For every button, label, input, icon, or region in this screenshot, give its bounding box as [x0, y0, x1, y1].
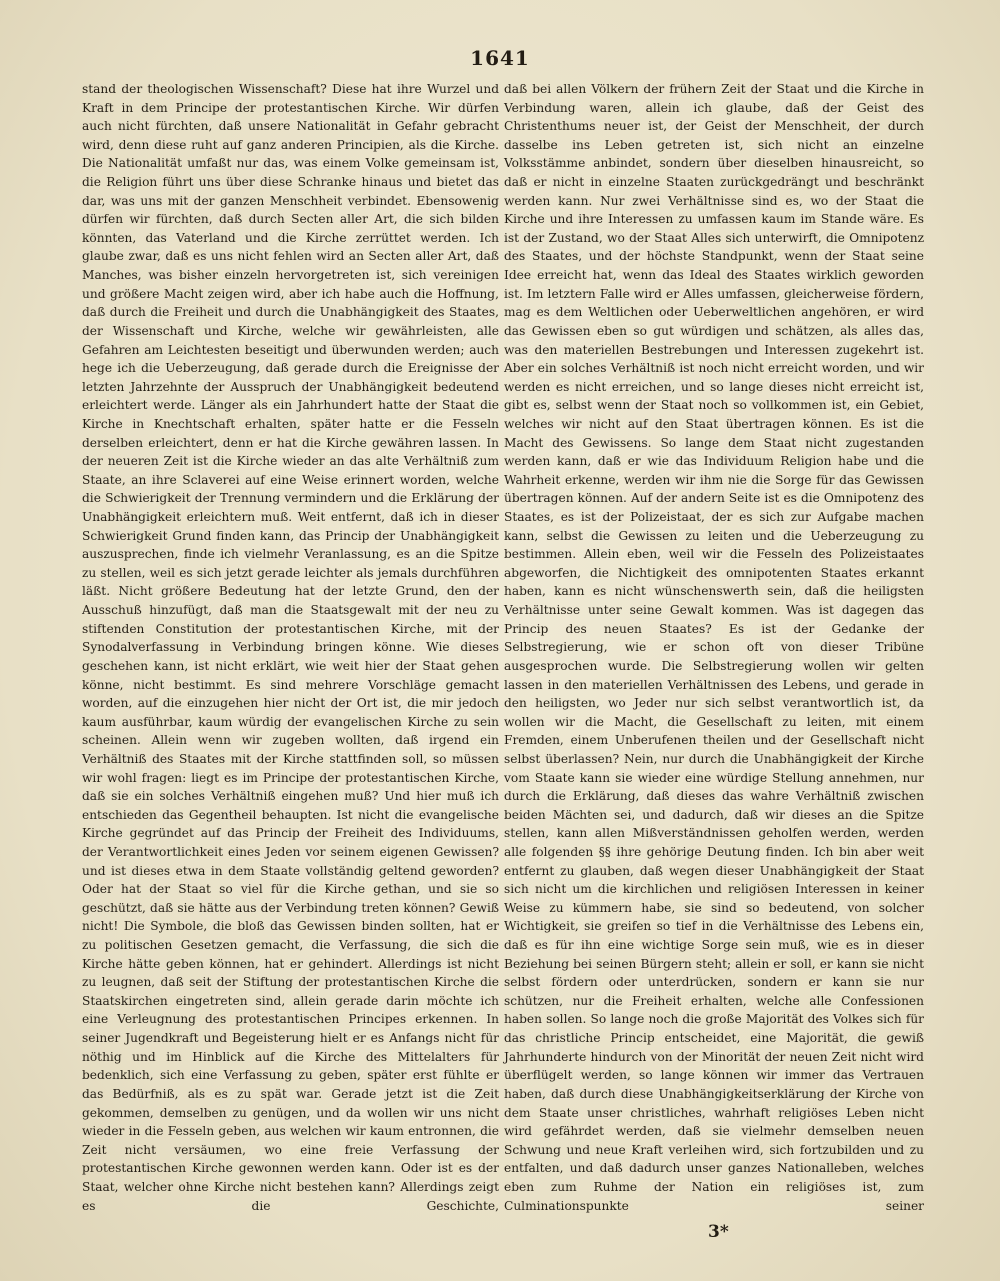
- page-number: 1641: [470, 46, 530, 70]
- left-column-text: stand der theologischen Wissenschaft? Diese hat ihre Wurzel und Kraft in dem Principe der protestantischen Kirche. Wir dürfen auch nicht fürchten, daß unsere Nationalität in Gefahr gebracht wird, denn diese ruht auf ganz anderen Principien, als die Kirche. Die Nationalität umfaßt nur das, was einem Volke gemeinsam ist, die Religion führt uns über diese Schranke hinaus und bietet das dar, was uns mit der ganzen Menschheit verbindet. Ebensowenig dürfen wir fürchten, daß durch Secten aller Art, die sich bilden könnten, das Vaterland und die Kirche zerrüttet werden. Ich glaube zwar, daß es uns nicht fehlen wird an Secten aller Art, daß Manches, was bisher einzeln hervorgetreten ist, sich vereinigen und größere Macht zeigen wird, aber ich habe auch die Hoffnung, daß durch die Freiheit und durch die Unabhängigkeit des Staates, der Wissenschaft und Kirche, welche wir gewährleisten, alle Gefahren am Leichtesten beseitigt und überwunden werden; auch hege ich die Ueberzeugung, daß gerade durch die Ereignisse der letzten Jahrzehnte der Ausspruch der Unabhängigkeit bedeutend erleichtert werde. Länger als ein Jahrhundert hatte der Staat die Kirche in Knechtschaft erhalten, später hatte er die Fesseln derselben erleichtert, denn er hat die Kirche gewähren lassen. In der neueren Zeit ist die Kirche wieder an das alte Verhältniß zum Staate, an ihre Sclaverei auf eine Weise erinnert worden, welche die Schwierigkeit der Trennung vermindern und die Erklärung der Unabhängigkeit erleichtern muß. Weit entfernt, daß ich in dieser Schwierigkeit Grund finden kann, das Princip der Unabhängigkeit auszusprechen, finde ich vielmehr Veranlassung, es an die Spitze zu stellen, weil es sich jetzt gerade leichter als jemals durchführen läßt. Nicht größere Bedeutung hat der letzte Grund, den der Ausschuß hinzufügt, daß man die Staatsgewalt mit der neu zu stiftenden Constitution der protestantischen Kirche, mit der Synodalverfassung in Verbindung bringen könne. Wie dieses geschehen kann, ist nicht erklärt, wie weit hier der Staat gehen könne, nicht bestimmt. Es sind mehrere Vorschläge gemacht worden, auf die einzugehen hier nicht der Ort ist, die mir jedoch kaum ausführbar, kaum würdig der evangelischen Kirche zu sein scheinen. Allein wenn wir zugeben wollten, daß irgend ein Verhältniß des Staates mit der Kirche stattfinden soll, so müssen wir wohl fragen: liegt es im Principe der protestantischen Kirche, daß sie ein solches Verhältniß eingehen muß? Und hier muß ich entschieden das Gegentheil behaupten. Ist nicht die evangelische Kirche gegründet auf das Princip der Freiheit des Individuums, der Verantwortlichkeit eines Jeden vor seinem eigenen Gewissen? und ist dieses etwa in dem Staate vollständig geltend geworden? Oder hat der Staat so viel für die Kirche gethan, und sie so geschützt, daß sie hätte aus der Verbindung treten können? Gewiß nicht! Die Symbole, die bloß das Gewissen binden sollten, hat er zu politischen Gesetzen gemacht, die Verfassung, die sich die Kirche hätte geben können, hat er gehindert. Allerdings ist nicht zu leugnen, daß seit der Stiftung der protestantischen Kirche die Staatskirchen eingetreten sind, allein gerade darin möchte ich eine Verleugnung des protestantischen Principes erkennen. In seiner Jugendkraft und Begeisterung hielt er es Anfangs nicht für nöthig und im Hinblick auf die Kirche des Mittelalters für bedenklich, sich eine Verfassung zu geben, später erst fühlte er das Bedürfniß, als es zu spät war. Gerade jetzt ist die Zeit gekommen, demselben zu genügen, und da wollen wir uns nicht wieder in die Fesseln geben, aus welchen wir kaum entronnen, die Zeit nicht versäumen, wo eine freie Verfassung der protestantischen Kirche gewonnen werden kann. Oder ist es der Staat, welcher ohne Kirche nicht bestehen kann? Allerdings zeigt es die Geschichte,: [82, 82, 499, 1213]
- signature-mark: 3*: [708, 1222, 729, 1242]
- right-column-text: daß bei allen Völkern der frühern Zeit der Staat und die Kirche in Verbindung waren, allein ich glaube, daß der Geist des Christenthums neuer ist, der Geist der Menschheit, der durch dasselbe ins Leben getreten ist, sich nicht an einzelne Volksstämme anbindet, sondern über dieselben hinausreicht, so daß er nicht in einzelne Staaten zurückgedrängt und beschränkt werden kann. Nur zwei Verhältnisse sind es, wo der Staat die Kirche und ihre Interessen zu umfassen kaum im Stande wäre. Es ist der Zustand, wo der Staat Alles sich unterwirft, die Omnipotenz des Staates, und der höchste Standpunkt, wenn der Staat seine Idee erreicht hat, wenn das Ideal des Staates wirklich geworden ist. Im letztern Falle wird er Alles umfassen, gleicherweise fördern, mag es dem Weltlichen oder Ueberweltlichen angehören, er wird das Gewissen eben so gut würdigen und schätzen, als alles das, was den materiellen Bestrebungen und Interessen zugekehrt ist. Aber ein solches Verhältniß ist noch nicht erreicht worden, und wir werden es nicht erreichen, und so lange dieses nicht erreicht ist, gibt es, selbst wenn der Staat noch so vollkommen ist, ein Gebiet, welches wir nicht auf den Staat übertragen können. Es ist die Macht des Gewissens. So lange dem Staat nicht zugestanden werden kann, daß er wie das Individuum Religion habe und die Wahrheit erkenne, werden wir ihm nie die Sorge für das Gewissen übertragen können. Auf der andern Seite ist es die Omnipotenz des Staates, es ist der Polizeistaat, der es sich zur Aufgabe machen kann, selbst die Gewissen zu leiten und die Ueberzeugung zu bestimmen. Allein eben, weil wir die Fesseln des Polizeistaates abgeworfen, die Nichtigkeit des omnipotenten Staates erkannt haben, kann es nicht wünschenswerth sein, daß die heiligsten Verhältnisse unter seine Gewalt kommen. Was ist dagegen das Princip des neuen Staates? Es ist der Gedanke der Selbstregierung, wie er schon oft von dieser Tribüne ausgesprochen wurde. Die Selbstregierung wollen wir gelten lassen in den materiellen Verhältnissen des Lebens, und gerade in den heiligsten, wo Jeder nur sich selbst verantwortlich ist, da wollen wir die Macht, die Gesellschaft zu leiten, mit einem Fremden, einem Unberufenen theilen und der Gesellschaft nicht selbst überlassen? Nein, nur durch die Unabhängigkeit der Kirche vom Staate kann sie wieder eine würdige Stellung annehmen, nur durch die Erklärung, daß dieses das wahre Verhältniß zwischen beiden Mächten sei, und dadurch, daß wir dieses an die Spitze stellen, kann allen Mißverständnissen geholfen werden, werden alle folgenden §§ ihre gehörige Deutung finden. Ich bin aber weit entfernt zu glauben, daß wegen dieser Unabhängigkeit der Staat sich nicht um die kirchlichen und religiösen Interessen in keiner Weise zu kümmern habe, sie sind so bedeutend, von solcher Wichtigkeit, sie greifen so tief in die Verhältnisse des Lebens ein, daß es für ihn eine wichtige Sorge sein muß, wie es in dieser Beziehung bei seinen Bürgern steht; allein er soll, er kann sie nicht selbst fördern oder unterdrücken, sondern er kann sie nur schützen, nur die Freiheit erhalten, welche alle Confessionen haben sollen. So lange noch die große Majorität des Volkes sich für das christliche Princip entscheidet, eine Majorität, die gewiß Jahrhunderte hindurch von der Minorität der neuen Zeit nicht wird überflügelt werden, so lange können wir immer das Vertrauen haben, daß durch diese Unabhängigkeitserklärung der Kirche von dem Staate unser christliches, wahrhaft religiöses Leben nicht wird gefährdet werden, daß sie vielmehr demselben neuen Schwung und neue Kraft verleihen wird, sich fortzubilden und zu entfalten, und daß dadurch unser ganzes Nationalleben, welches eben zum Ruhme der Nation ein religiöses ist, zum Culminationspunkte seiner: [504, 82, 924, 1213]
